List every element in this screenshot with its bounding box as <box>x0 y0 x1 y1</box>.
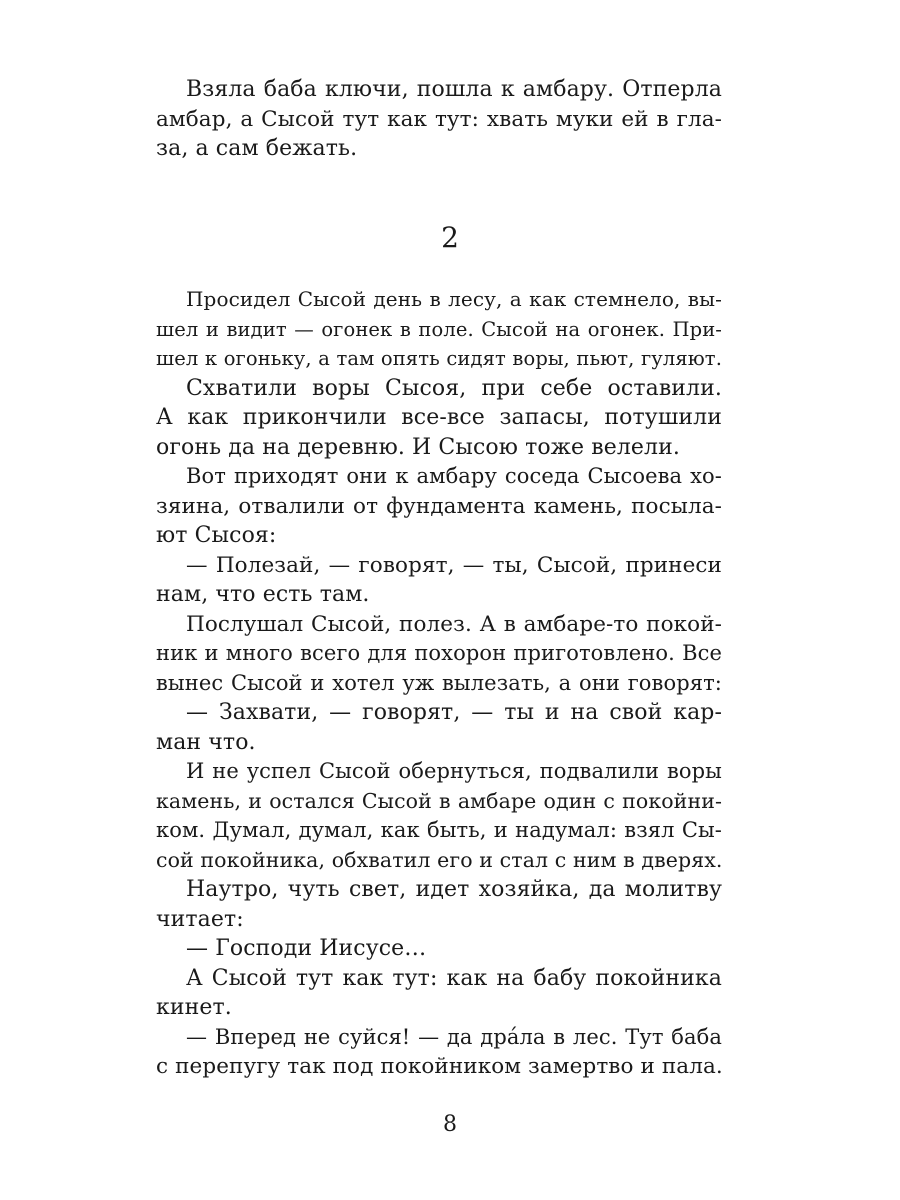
text-line: амбар, а Сысой тут как тут: хвать муки ей в гла- <box>156 106 722 132</box>
text-line: — Полезай, — говорят, — ты, Сысой, принеси <box>186 552 722 578</box>
text-line: — Захвати, — говорят, — ты и на свой кар- <box>186 700 722 725</box>
text-line: — Вперед не суйся! — да дра́ла в лес. Тут баба <box>186 1024 722 1049</box>
text-line: за, а сам бежать. <box>156 136 358 161</box>
text-line: Послушал Сысой, полез. А в амбаре-то покой- <box>186 611 722 637</box>
text-line: ют Сысоя: <box>156 523 277 548</box>
text-line: камень, и остался Сысой в амбаре один с покойни- <box>156 788 722 813</box>
text-line: шел к огоньку, а там опять сидят воры, пьют, гуляют. <box>156 347 722 370</box>
text-line: Схватили воры Сысоя, при себе оставили. <box>186 375 722 401</box>
text-line: ман что. <box>156 729 256 755</box>
chapter-body <box>156 285 722 1082</box>
text-line: ник и много всего для похорон приготовлено. Все <box>156 641 722 665</box>
page-number: 8 <box>443 1112 457 1137</box>
text-line: огонь да на деревню. И Сысою тоже велели. <box>156 434 680 460</box>
text-line: И не успел Сысой обернуться, подвалили воры <box>186 759 722 783</box>
text-line: шел и видит — огонек в поле. Сысой на огонек. При- <box>156 317 722 341</box>
text-line: Взяла баба ключи, пошла к амбару. Отперла <box>186 77 722 102</box>
text-line: вынес Сысой и хотел уж вылезать, а они говорят: <box>156 670 722 695</box>
text-line: сой покойника, обхватил его и стал с ним в дверях. <box>156 847 723 872</box>
text-line: — Господи Иисусе… <box>186 936 427 961</box>
text-line: кинет. <box>156 995 232 1020</box>
text-line: Вот приходят они к амбару соседа Сысоева хо- <box>186 464 722 488</box>
text-line: ком. Думал, думал, как быть, и надумал: взял Сы- <box>156 818 722 842</box>
intro-paragraph <box>156 75 722 164</box>
text-line: с перепугу так под покойником замертво и пала. <box>156 1054 723 1079</box>
chapter-number: 2 <box>441 221 459 254</box>
text-line: зяина, отвалили от фундамента камень, посыла- <box>156 493 722 519</box>
text-line: Просидел Сысой день в лесу, а как стемнело, вы- <box>186 287 722 311</box>
text-line: А Сысой тут как тут: как на бабу покойника <box>186 965 722 991</box>
text-line: нам, что есть там. <box>156 582 370 607</box>
text-line: А как прикончили все-все запасы, потушили <box>156 405 722 430</box>
text-line: Наутро, чуть свет, идет хозяйка, да молитву <box>186 877 722 902</box>
text-line: читает: <box>156 906 244 932</box>
